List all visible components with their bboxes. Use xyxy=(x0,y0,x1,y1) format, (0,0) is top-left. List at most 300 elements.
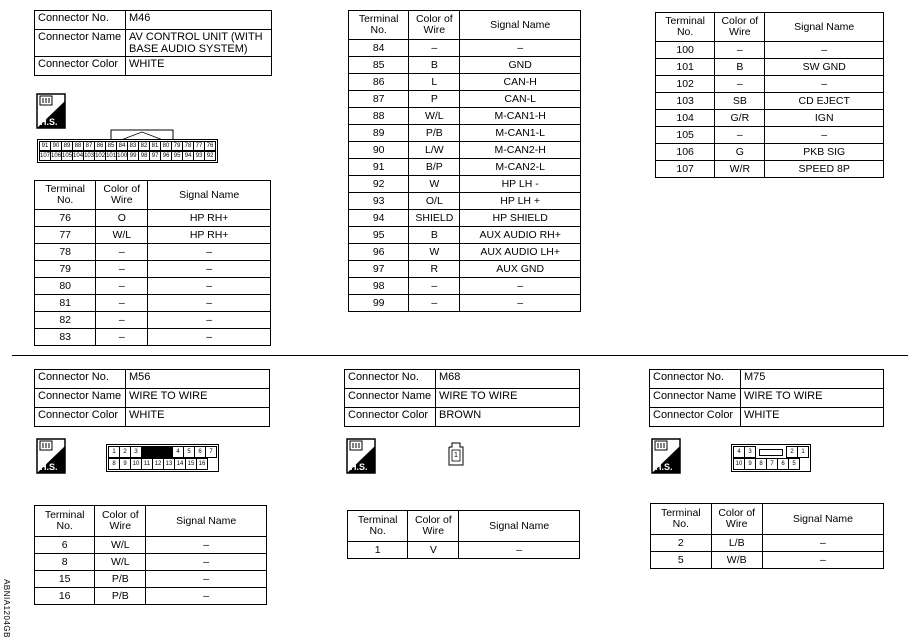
signal-name-cell: CAN-L xyxy=(460,91,581,108)
signal-name-header: Signal Name xyxy=(146,506,267,537)
terminal-no-cell: 98 xyxy=(349,278,409,295)
info-label: Connector Name xyxy=(35,30,126,57)
signal-name-header: Signal Name xyxy=(765,13,884,42)
info-label: Connector Color xyxy=(650,408,741,427)
signal-name-cell: – xyxy=(148,312,271,329)
table-row xyxy=(35,537,267,554)
wire-color-cell: B xyxy=(409,57,460,74)
signal-name-cell: SPEED 8P xyxy=(765,161,884,178)
table-row xyxy=(656,127,884,144)
terminal-no-cell: 76 xyxy=(35,210,96,227)
table-header-row xyxy=(35,181,271,210)
wire-color-cell: G/R xyxy=(715,110,765,127)
info-value: WIRE TO WIRE xyxy=(126,389,270,408)
m68-connector-diagram xyxy=(448,442,464,466)
terminal-no-cell: 96 xyxy=(349,244,409,261)
table-row xyxy=(656,42,884,59)
pin: 5 xyxy=(789,459,800,470)
info-row xyxy=(35,57,272,76)
pin: 104 xyxy=(73,152,84,159)
pin: 13 xyxy=(164,459,175,470)
terminal-no-cell: 107 xyxy=(656,161,715,178)
terminal-no-cell: 15 xyxy=(35,571,95,588)
wire-color-cell: B xyxy=(715,59,765,76)
wire-color-cell: – xyxy=(96,329,148,346)
signal-name-header: Signal Name xyxy=(148,181,271,210)
color-of-wire-header: Color of Wire xyxy=(409,11,460,40)
terminal-no-header: Terminal No. xyxy=(656,13,715,42)
wire-color-cell: – xyxy=(409,278,460,295)
table-row xyxy=(349,108,581,125)
terminal-no-cell: 8 xyxy=(35,554,95,571)
info-value: M46 xyxy=(126,11,272,30)
table-row xyxy=(35,312,271,329)
signal-name-cell: M-CAN1-H xyxy=(460,108,581,125)
table-row xyxy=(35,227,271,244)
m56-connector-diagram xyxy=(106,444,219,472)
signal-name-cell: – xyxy=(460,40,581,57)
signal-name-cell: – xyxy=(148,261,271,278)
table-row xyxy=(349,142,581,159)
terminal-no-cell: 85 xyxy=(349,57,409,74)
table-row xyxy=(651,535,884,552)
pin: 93 xyxy=(194,152,205,161)
signal-name-cell: – xyxy=(762,552,883,569)
table-row xyxy=(349,193,581,210)
signal-name-cell: CAN-H xyxy=(460,74,581,91)
terminal-no-cell: 99 xyxy=(349,295,409,312)
wire-color-cell: R xyxy=(409,261,460,278)
info-row xyxy=(35,408,270,427)
info-label: Connector Name xyxy=(345,389,436,408)
terminal-no-cell: 82 xyxy=(35,312,96,329)
m46-terminal-table-2 xyxy=(348,10,581,312)
info-row xyxy=(650,389,884,408)
info-value: WHITE xyxy=(741,408,884,427)
signal-name-cell: PKB SIG xyxy=(765,144,884,161)
terminal-no-cell: 101 xyxy=(656,59,715,76)
pin: 9 xyxy=(745,459,756,470)
pin: 81 xyxy=(150,142,161,151)
terminal-no-cell: 89 xyxy=(349,125,409,142)
signal-name-cell: – xyxy=(146,571,267,588)
signal-name-cell: – xyxy=(148,329,271,346)
wire-color-cell: L/B xyxy=(711,535,762,552)
wire-color-cell: W/L xyxy=(409,108,460,125)
signal-name-cell: AUX AUDIO LH+ xyxy=(460,244,581,261)
info-value: WHITE xyxy=(126,408,270,427)
terminal-no-header: Terminal No. xyxy=(651,504,712,535)
wire-color-cell: B xyxy=(409,227,460,244)
table-row xyxy=(656,93,884,110)
table-row xyxy=(35,278,271,295)
info-label: Connector Color xyxy=(35,408,126,427)
signal-name-cell: – xyxy=(765,76,884,93)
pin: 103 xyxy=(84,152,95,159)
pin: 12 xyxy=(153,459,164,470)
pin: 91 xyxy=(40,142,51,151)
wire-color-cell: – xyxy=(96,295,148,312)
wire-color-cell: SB xyxy=(715,93,765,110)
pin: 7 xyxy=(206,447,217,458)
table-row xyxy=(349,74,581,91)
terminal-no-cell: 97 xyxy=(349,261,409,278)
pin: 83 xyxy=(128,142,139,151)
hs-label: H.S. xyxy=(350,462,368,472)
table-row xyxy=(35,295,271,312)
pin: 106 xyxy=(51,152,62,159)
wire-color-cell: SHIELD xyxy=(409,210,460,227)
table-row xyxy=(349,176,581,193)
signal-name-cell: HP RH+ xyxy=(148,210,271,227)
table-row xyxy=(35,261,271,278)
pin: 2 xyxy=(120,447,131,458)
terminal-no-cell: 104 xyxy=(656,110,715,127)
hs-label: H.S. xyxy=(40,117,58,127)
hs-symbol-icon xyxy=(651,438,681,474)
info-row xyxy=(35,389,270,408)
pin: 10 xyxy=(734,459,745,470)
pin: 94 xyxy=(183,152,194,161)
info-row xyxy=(650,408,884,427)
m75-connector-diagram xyxy=(731,444,811,472)
signal-name-cell: – xyxy=(146,554,267,571)
m46-terminal-table-3 xyxy=(655,12,884,178)
terminal-no-cell: 102 xyxy=(656,76,715,93)
info-label: Connector No. xyxy=(35,370,126,389)
info-value: AV CONTROL UNIT (WITH BASE AUDIO SYSTEM) xyxy=(126,30,272,57)
table-row xyxy=(349,91,581,108)
table-row xyxy=(349,278,581,295)
signal-name-cell: – xyxy=(460,278,581,295)
signal-name-cell: – xyxy=(148,295,271,312)
pin: 7 xyxy=(767,459,778,470)
info-value: M56 xyxy=(126,370,270,389)
terminal-no-cell: 80 xyxy=(35,278,96,295)
signal-name-cell: M-CAN2-L xyxy=(460,159,581,176)
pin: 86 xyxy=(95,142,106,151)
wire-color-cell: V xyxy=(408,542,459,559)
terminal-no-cell: 91 xyxy=(349,159,409,176)
signal-name-cell: HP RH+ xyxy=(148,227,271,244)
section-divider xyxy=(12,355,908,356)
signal-name-cell: SW GND xyxy=(765,59,884,76)
wire-color-cell: P/B xyxy=(409,125,460,142)
table-row xyxy=(349,210,581,227)
info-value: WIRE TO WIRE xyxy=(741,389,884,408)
signal-name-cell: M-CAN1-L xyxy=(460,125,581,142)
info-row xyxy=(35,30,272,57)
wire-color-cell: W xyxy=(409,176,460,193)
info-row xyxy=(35,11,272,30)
terminal-no-cell: 103 xyxy=(656,93,715,110)
pin: 105 xyxy=(62,152,73,159)
hs-label: H.S. xyxy=(40,462,58,472)
hs-symbol-icon xyxy=(36,93,66,129)
m68-info-table xyxy=(344,369,580,427)
pin: 85 xyxy=(106,142,117,151)
wire-color-cell: – xyxy=(715,42,765,59)
signal-name-cell: – xyxy=(146,588,267,605)
info-row xyxy=(345,408,580,427)
pin: 9 xyxy=(120,459,131,470)
pin: 84 xyxy=(117,142,128,151)
pin: 101 xyxy=(106,152,117,159)
pin: 98 xyxy=(139,152,150,161)
table-row xyxy=(656,110,884,127)
table-row xyxy=(656,76,884,93)
pin: 5 xyxy=(184,447,195,458)
pin: 90 xyxy=(51,142,62,151)
m46-connector-diagram xyxy=(37,126,243,166)
signal-name-header: Signal Name xyxy=(460,11,581,40)
color-of-wire-header: Color of Wire xyxy=(408,511,459,542)
pin: 8 xyxy=(109,459,120,470)
wire-color-cell: W/L xyxy=(96,227,148,244)
info-label: Connector Name xyxy=(35,389,126,408)
wire-color-cell: W/B xyxy=(711,552,762,569)
info-row xyxy=(345,370,580,389)
terminal-no-cell: 1 xyxy=(348,542,408,559)
table-row xyxy=(349,244,581,261)
wire-color-cell: W/L xyxy=(95,537,146,554)
signal-name-cell: – xyxy=(148,278,271,295)
table-row xyxy=(656,59,884,76)
pin: 4 xyxy=(173,447,184,458)
signal-name-cell: – xyxy=(762,535,883,552)
color-of-wire-header: Color of Wire xyxy=(711,504,762,535)
hs-symbol-icon xyxy=(36,438,66,474)
table-row xyxy=(651,552,884,569)
info-row xyxy=(35,370,270,389)
wire-color-cell: – xyxy=(96,261,148,278)
pin: 4 xyxy=(734,447,745,458)
pin: 92 xyxy=(205,152,216,161)
signal-name-cell: IGN xyxy=(765,110,884,127)
pin: 15 xyxy=(186,459,197,470)
table-header-row xyxy=(35,506,267,537)
signal-name-cell: – xyxy=(765,127,884,144)
wire-color-cell: P/B xyxy=(95,571,146,588)
hs-label: H.S. xyxy=(655,462,673,472)
terminal-no-cell: 78 xyxy=(35,244,96,261)
pin: 107 xyxy=(40,152,51,159)
wire-color-cell: – xyxy=(96,312,148,329)
wire-color-cell: P/B xyxy=(95,588,146,605)
pin: 97 xyxy=(150,152,161,161)
info-label: Connector No. xyxy=(35,11,126,30)
pin: 6 xyxy=(195,447,206,458)
info-label: Connector Name xyxy=(650,389,741,408)
wire-color-cell: – xyxy=(409,295,460,312)
pin: 79 xyxy=(172,142,183,151)
pin: 2 xyxy=(787,447,798,458)
terminal-no-header: Terminal No. xyxy=(349,11,409,40)
signal-name-cell: – xyxy=(148,244,271,261)
wire-color-cell: W xyxy=(409,244,460,261)
m46-terminal-table-1 xyxy=(34,180,271,346)
terminal-no-cell: 79 xyxy=(35,261,96,278)
terminal-no-cell: 94 xyxy=(349,210,409,227)
hs-symbol-icon xyxy=(346,438,376,474)
info-value: M68 xyxy=(436,370,580,389)
table-row xyxy=(349,125,581,142)
terminal-no-cell: 87 xyxy=(349,91,409,108)
wire-color-cell: – xyxy=(409,40,460,57)
m68-terminal-table xyxy=(347,510,580,559)
m75-info-table xyxy=(649,369,884,427)
pin: 77 xyxy=(194,142,205,151)
terminal-no-cell: 86 xyxy=(349,74,409,91)
wire-color-cell: P xyxy=(409,91,460,108)
pin: 89 xyxy=(62,142,73,151)
table-header-row xyxy=(349,11,581,40)
terminal-no-cell: 106 xyxy=(656,144,715,161)
m56-info-table xyxy=(34,369,270,427)
table-row xyxy=(656,161,884,178)
info-row xyxy=(345,389,580,408)
wire-color-cell: W/R xyxy=(715,161,765,178)
terminal-no-cell: 5 xyxy=(651,552,712,569)
info-row xyxy=(650,370,884,389)
wire-color-cell: L xyxy=(409,74,460,91)
table-row xyxy=(35,329,271,346)
info-value: BROWN xyxy=(436,408,580,427)
pin: 102 xyxy=(95,152,106,159)
table-row xyxy=(348,542,580,559)
table-header-row xyxy=(651,504,884,535)
wire-color-cell: W/L xyxy=(95,554,146,571)
wire-color-cell: – xyxy=(715,76,765,93)
info-value: WHITE xyxy=(126,57,272,76)
info-label: Connector Color xyxy=(35,57,126,76)
color-of-wire-header: Color of Wire xyxy=(96,181,148,210)
pin: 82 xyxy=(139,142,150,151)
signal-name-header: Signal Name xyxy=(459,511,580,542)
signal-name-cell: – xyxy=(146,537,267,554)
pin: 6 xyxy=(778,459,789,470)
table-row xyxy=(35,210,271,227)
terminal-no-header: Terminal No. xyxy=(35,506,95,537)
terminal-no-cell: 92 xyxy=(349,176,409,193)
terminal-no-cell: 77 xyxy=(35,227,96,244)
terminal-no-cell: 90 xyxy=(349,142,409,159)
pin: 87 xyxy=(84,142,95,151)
side-code: ABNIA1204GB xyxy=(1,579,11,638)
wire-color-cell: – xyxy=(96,244,148,261)
signal-name-cell: AUX GND xyxy=(460,261,581,278)
table-row xyxy=(349,159,581,176)
signal-name-cell: CD EJECT xyxy=(765,93,884,110)
pin-key xyxy=(142,447,173,458)
wire-color-cell: G xyxy=(715,144,765,161)
info-label: Connector Color xyxy=(345,408,436,427)
terminal-no-cell: 6 xyxy=(35,537,95,554)
signal-name-cell: M-CAN2-H xyxy=(460,142,581,159)
terminal-no-cell: 88 xyxy=(349,108,409,125)
table-row xyxy=(349,57,581,74)
terminal-no-header: Terminal No. xyxy=(348,511,408,542)
terminal-no-cell: 84 xyxy=(349,40,409,57)
table-row xyxy=(349,40,581,57)
pin: 96 xyxy=(161,152,172,161)
signal-name-cell: – xyxy=(459,542,580,559)
pin: 100 xyxy=(117,152,128,159)
color-of-wire-header: Color of Wire xyxy=(715,13,765,42)
signal-name-cell: GND xyxy=(460,57,581,74)
terminal-no-cell: 83 xyxy=(35,329,96,346)
wire-color-cell: – xyxy=(715,127,765,144)
pin: 78 xyxy=(183,142,194,151)
pin: 11 xyxy=(142,459,153,470)
pin: 1 xyxy=(109,447,120,458)
terminal-no-cell: 2 xyxy=(651,535,712,552)
pin: 10 xyxy=(131,459,142,470)
info-value: WIRE TO WIRE xyxy=(436,389,580,408)
terminal-no-cell: 81 xyxy=(35,295,96,312)
signal-name-cell: AUX AUDIO RH+ xyxy=(460,227,581,244)
color-of-wire-header: Color of Wire xyxy=(95,506,146,537)
pin: 80 xyxy=(161,142,172,151)
table-header-row xyxy=(348,511,580,542)
wire-color-cell: – xyxy=(96,278,148,295)
terminal-no-cell: 100 xyxy=(656,42,715,59)
wire-color-cell: B/P xyxy=(409,159,460,176)
pin: 16 xyxy=(197,459,208,470)
signal-name-cell: – xyxy=(460,295,581,312)
wire-color-cell: L/W xyxy=(409,142,460,159)
signal-name-cell: HP SHIELD xyxy=(460,210,581,227)
pin: 3 xyxy=(131,447,142,458)
signal-name-header: Signal Name xyxy=(762,504,883,535)
pin: 8 xyxy=(756,459,767,470)
info-value: M75 xyxy=(741,370,884,389)
table-row xyxy=(35,571,267,588)
info-label: Connector No. xyxy=(650,370,741,389)
pin: 1 xyxy=(798,447,809,458)
pin: 76 xyxy=(205,142,216,151)
table-row xyxy=(349,261,581,278)
signal-name-cell: HP LH - xyxy=(460,176,581,193)
table-row xyxy=(349,227,581,244)
terminal-no-cell: 16 xyxy=(35,588,95,605)
table-row xyxy=(35,554,267,571)
signal-name-cell: HP LH + xyxy=(460,193,581,210)
pin: 3 xyxy=(745,447,756,458)
table-row xyxy=(349,295,581,312)
table-row xyxy=(35,244,271,261)
m75-terminal-table xyxy=(650,503,884,569)
m46-info-table xyxy=(34,10,272,76)
pin: 1 xyxy=(454,452,458,459)
pin: 14 xyxy=(175,459,186,470)
pin: 95 xyxy=(172,152,183,161)
wire-color-cell: O xyxy=(96,210,148,227)
table-header-row xyxy=(656,13,884,42)
info-label: Connector No. xyxy=(345,370,436,389)
pin: 88 xyxy=(73,142,84,151)
table-row xyxy=(656,144,884,161)
terminal-no-cell: 95 xyxy=(349,227,409,244)
terminal-no-header: Terminal No. xyxy=(35,181,96,210)
table-row xyxy=(35,588,267,605)
terminal-no-cell: 93 xyxy=(349,193,409,210)
signal-name-cell: – xyxy=(765,42,884,59)
wire-color-cell: O/L xyxy=(409,193,460,210)
pin-key xyxy=(756,447,787,458)
terminal-no-cell: 105 xyxy=(656,127,715,144)
m56-terminal-table xyxy=(34,505,267,605)
